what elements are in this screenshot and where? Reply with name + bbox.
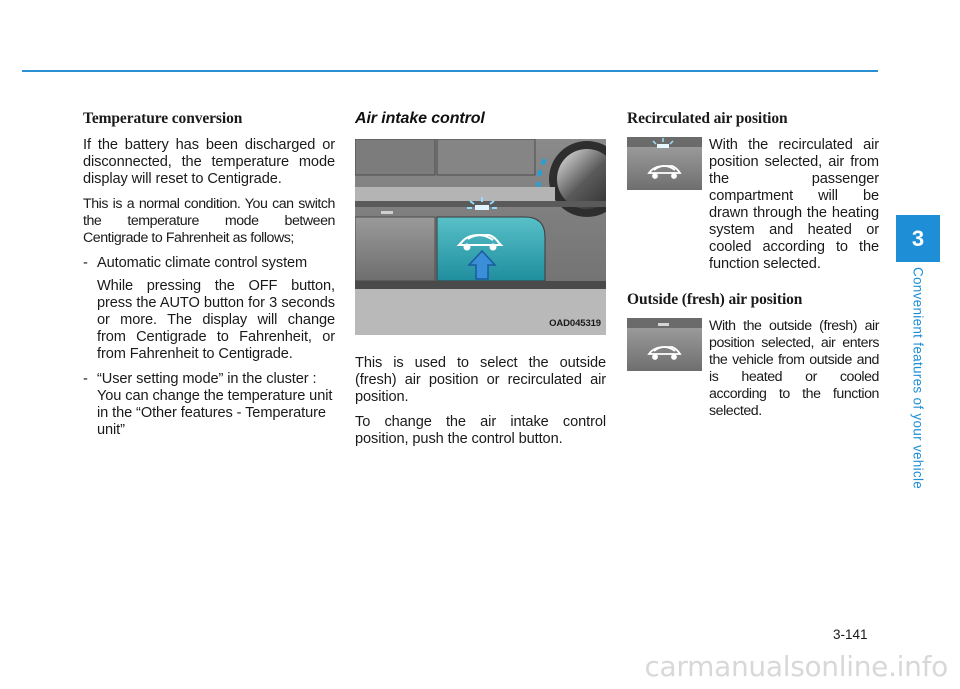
- figure-code: OAD045319: [549, 318, 601, 329]
- paragraph-normal-condition: This is a normal condition. You can switch the temperature mode between Centigrade to Fahrenheit as follows;: [83, 196, 335, 246]
- bullet-item: [83, 371, 335, 388]
- section-heading-air-intake: Air intake control: [355, 110, 485, 127]
- section-heading-temperature-conversion: Temperature conversion: [83, 110, 243, 127]
- bullet-detail: You can change the temperature unit in the “Other features - Temperature unit”: [97, 388, 333, 438]
- recirculated-row: [627, 137, 879, 272]
- bullet-dash: -: [83, 255, 88, 271]
- paragraph-battery-reset: If the battery has been discharged or disconnected, the temperature mode display will reset to Centigrade.: [83, 137, 335, 187]
- column-temperature-conversion: [83, 110, 335, 447]
- chapter-label: Convenient features of your vehicle: [910, 266, 926, 490]
- recirculated-button-thumb: [627, 137, 702, 190]
- paragraph-air-intake-how: To change the air intake control position, push the control button.: [355, 414, 606, 447]
- paragraph-air-intake-purpose: This is used to select the outside (fresh) air position or recirculated air position.: [355, 355, 606, 405]
- bullet-dash: -: [83, 371, 88, 387]
- watermark: carmanualsonline.info: [644, 650, 948, 683]
- section-heading-outside-fresh: Outside (fresh) air position: [627, 291, 803, 308]
- column-air-intake-control: [355, 110, 606, 456]
- bullet-detail: While pressing the OFF button, press the AUTO button for 3 seconds or more. The display will change from Centigrade to Fahrenheit, or from Fahrenheit to Centigrade.: [97, 278, 335, 362]
- fresh-description: With the outside (fresh) air position selected, air enters the vehicle from outside and is heated or cooled according to the function selected.: [709, 318, 879, 419]
- column-air-positions: [627, 110, 879, 448]
- recirculated-description: With the recirculated air position selected, air from the passenger compartment will be drawn through the heating system and heated or cooled according to the function selected.: [709, 137, 879, 272]
- bullet-text: Automatic climate control system: [97, 255, 308, 271]
- fresh-button-thumb: [627, 318, 702, 371]
- bullet-item: [83, 255, 335, 272]
- section-heading-recirculated: Recirculated air position: [627, 110, 788, 127]
- bullet-text: “User setting mode” in the cluster :: [97, 371, 317, 387]
- page-number: 3-141: [833, 627, 868, 642]
- top-rule: [22, 70, 878, 72]
- chapter-tab: 3: [896, 215, 940, 262]
- air-intake-panel-illustration: [355, 139, 606, 335]
- figure-air-intake-panel: [355, 139, 606, 335]
- fresh-row: [627, 318, 879, 448]
